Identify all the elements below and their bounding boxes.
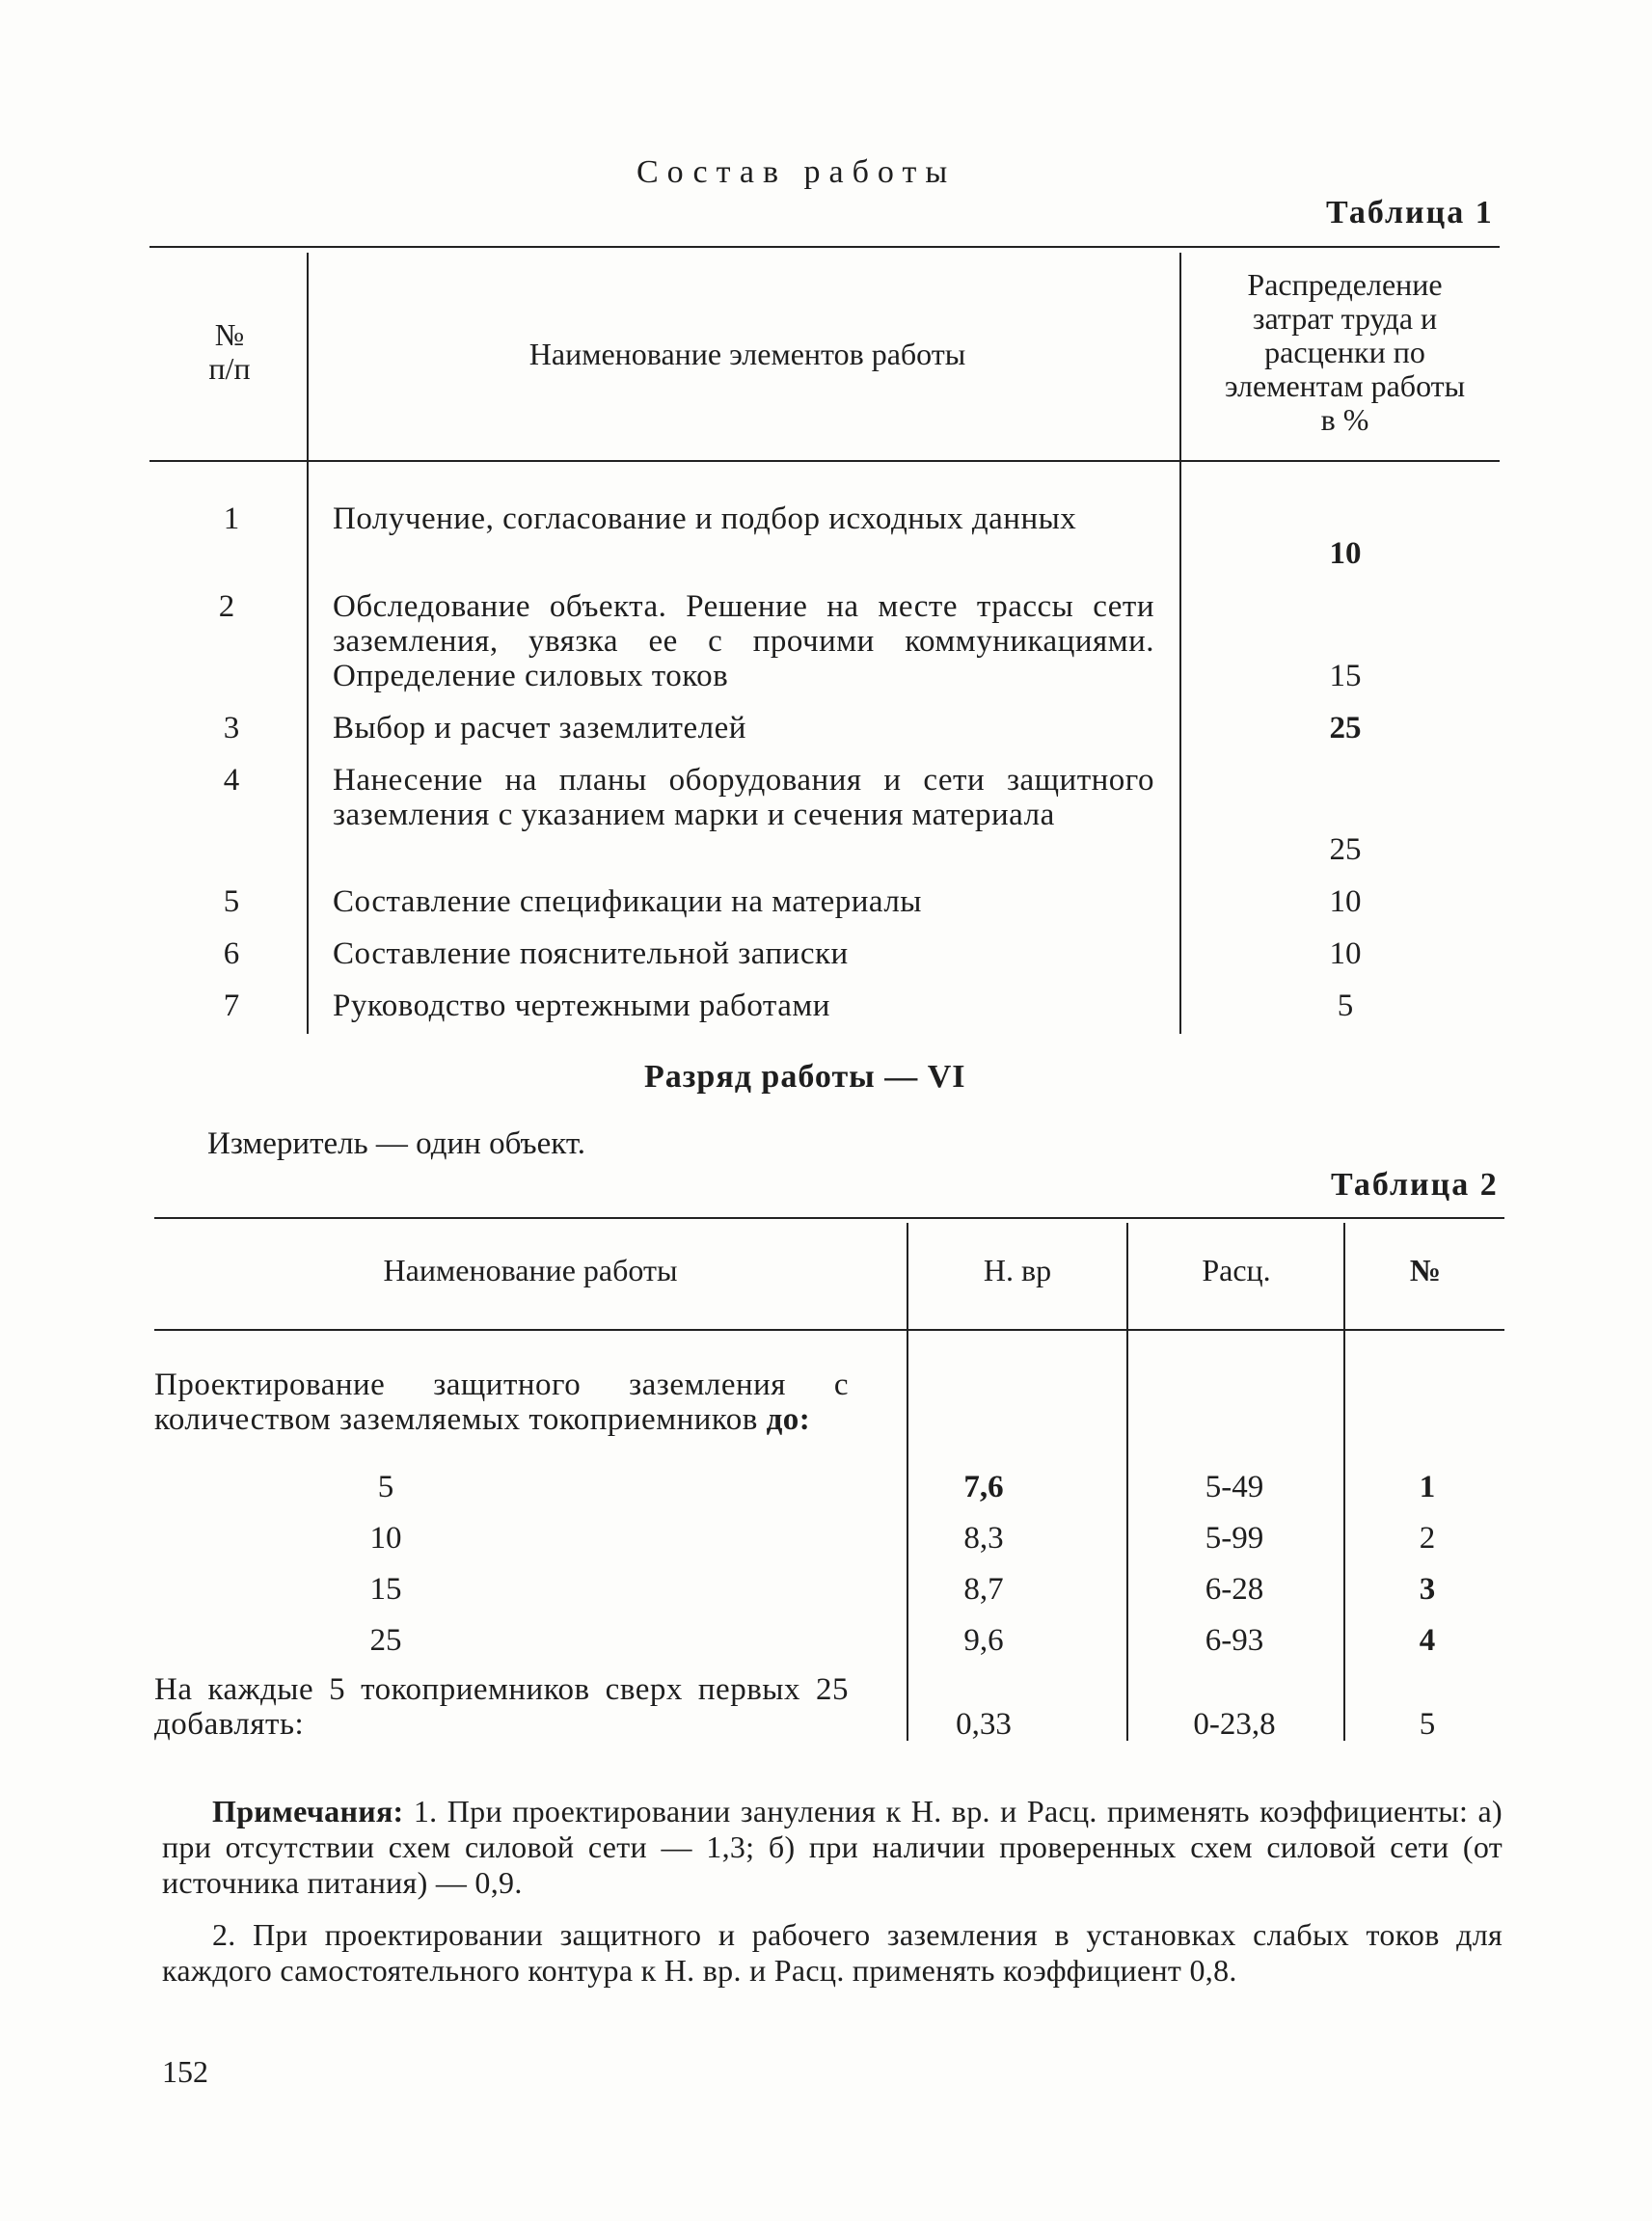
table2-header-rule (154, 1329, 1504, 1331)
work-rank: Разряд работы — VI (644, 1059, 966, 1095)
header-dist-line-2: затрат труда и (1252, 301, 1438, 336)
row-num: 4 (223, 763, 240, 798)
row-num: 5 (223, 884, 240, 919)
table1-top-rule (149, 246, 1500, 248)
section-title: Состав работы (636, 154, 957, 190)
row-pct: 5 (1337, 989, 1354, 1023)
row-name: Нанесение на планы оборудования и сети защитного заземления с указанием марки и сечения материала (333, 763, 1154, 832)
row-no: 5 (1419, 1707, 1436, 1742)
row-extra-text: На каждые 5 токоприемников сверх первых 25 добавлять: (154, 1672, 849, 1742)
row-pct: 25 (1329, 711, 1362, 745)
row-num: 7 (223, 989, 240, 1023)
row-qty: 25 (369, 1623, 402, 1658)
row-pct: 10 (1329, 536, 1362, 571)
table1-header-rule (149, 460, 1500, 462)
table2-header-name: Наименование работы (383, 1253, 678, 1287)
table2-col-divider-1 (907, 1223, 908, 1741)
note-1 (162, 1794, 1503, 1901)
row-no: 3 (1419, 1572, 1436, 1607)
header-dist-line-3: расценки по (1264, 335, 1425, 369)
table1-col-divider-2 (1179, 253, 1181, 1034)
table1-header-num (181, 318, 278, 386)
row-time: 9,6 (963, 1623, 1004, 1658)
table2-header-no: № (1409, 1253, 1442, 1287)
row-num: 1 (223, 501, 240, 536)
table2-intro (154, 1368, 849, 1437)
table2-label: Таблица 2 (1331, 1167, 1499, 1203)
header-num-line-2: п/п (208, 351, 251, 386)
table2-top-rule (154, 1217, 1504, 1219)
row-pct: 10 (1329, 936, 1362, 971)
table1-col-divider-1 (307, 253, 309, 1034)
row-rate: 0-23,8 (1193, 1707, 1276, 1742)
row-pct: 15 (1329, 659, 1362, 693)
row-name: Обследование объекта. Решение на месте трассы сети заземления, увязка ее с прочими коммуникациями. Определение силовых токов (333, 589, 1154, 693)
header-dist-line-5: в % (1320, 402, 1369, 437)
row-name: Выбор и расчет заземлителей (333, 711, 746, 745)
row-pct: 25 (1329, 832, 1362, 867)
row-qty: 10 (369, 1521, 402, 1556)
row-no: 4 (1419, 1623, 1436, 1658)
row-time: 7,6 (963, 1470, 1004, 1504)
row-qty: 5 (377, 1470, 394, 1504)
note-1-text: 1. При проектировании зануления к Н. вр. и Расц. применять коэффициенты: а) при отсутствии схем силовой сети — 1,3; б) при наличии проверенных схем силовой сети (от источника питания) — 0,9. (162, 1794, 1503, 1900)
measure-unit: Измеритель — один объект. (207, 1126, 586, 1161)
table1-header-distribution (1188, 268, 1502, 437)
row-qty: 15 (369, 1572, 402, 1607)
row-rate: 6-93 (1205, 1623, 1264, 1658)
row-time: 0,33 (956, 1707, 1012, 1742)
note-2: 2. При проектировании защитного и рабочего заземления в установках слабых токов для каждого самостоятельного контура к Н. вр. и Расц. применять коэффициент 0,8. (162, 1917, 1503, 1988)
row-rate: 5-99 (1205, 1521, 1264, 1556)
page-number: 152 (162, 2054, 208, 2089)
row-time: 8,7 (963, 1572, 1004, 1607)
row-num: 2 (218, 589, 235, 624)
row-name: Получение, согласование и подбор исходных данных (333, 501, 1077, 536)
table1-label: Таблица 1 (1326, 195, 1494, 230)
table2-intro-text: Проектирование защитного заземления с количеством заземляемых токоприемников (154, 1368, 849, 1437)
table2-intro-bold: до: (766, 1402, 811, 1437)
row-rate: 5-49 (1205, 1470, 1264, 1504)
table2-col-divider-3 (1343, 1223, 1345, 1741)
table2-header-rate: Расц. (1202, 1253, 1271, 1287)
table1-header-name: Наименование элементов работы (528, 337, 966, 371)
row-pct: 10 (1329, 884, 1362, 919)
row-rate: 6-28 (1205, 1572, 1264, 1607)
row-name: Руководство чертежными работами (333, 989, 830, 1023)
row-no: 2 (1419, 1521, 1436, 1556)
row-num: 6 (223, 936, 240, 971)
table2-header-time: Н. вр (983, 1253, 1052, 1287)
header-num-line-1: № (214, 317, 245, 352)
row-time: 8,3 (963, 1521, 1004, 1556)
notes-label: Примечания: (212, 1794, 404, 1828)
row-num: 3 (223, 711, 240, 745)
header-dist-line-1: Распределение (1247, 267, 1443, 302)
row-name: Составление пояснительной записки (333, 936, 849, 971)
row-no: 1 (1419, 1470, 1436, 1504)
header-dist-line-4: элементам работы (1224, 368, 1466, 403)
row-name: Составление спецификации на материалы (333, 884, 922, 919)
table2-col-divider-2 (1126, 1223, 1128, 1741)
